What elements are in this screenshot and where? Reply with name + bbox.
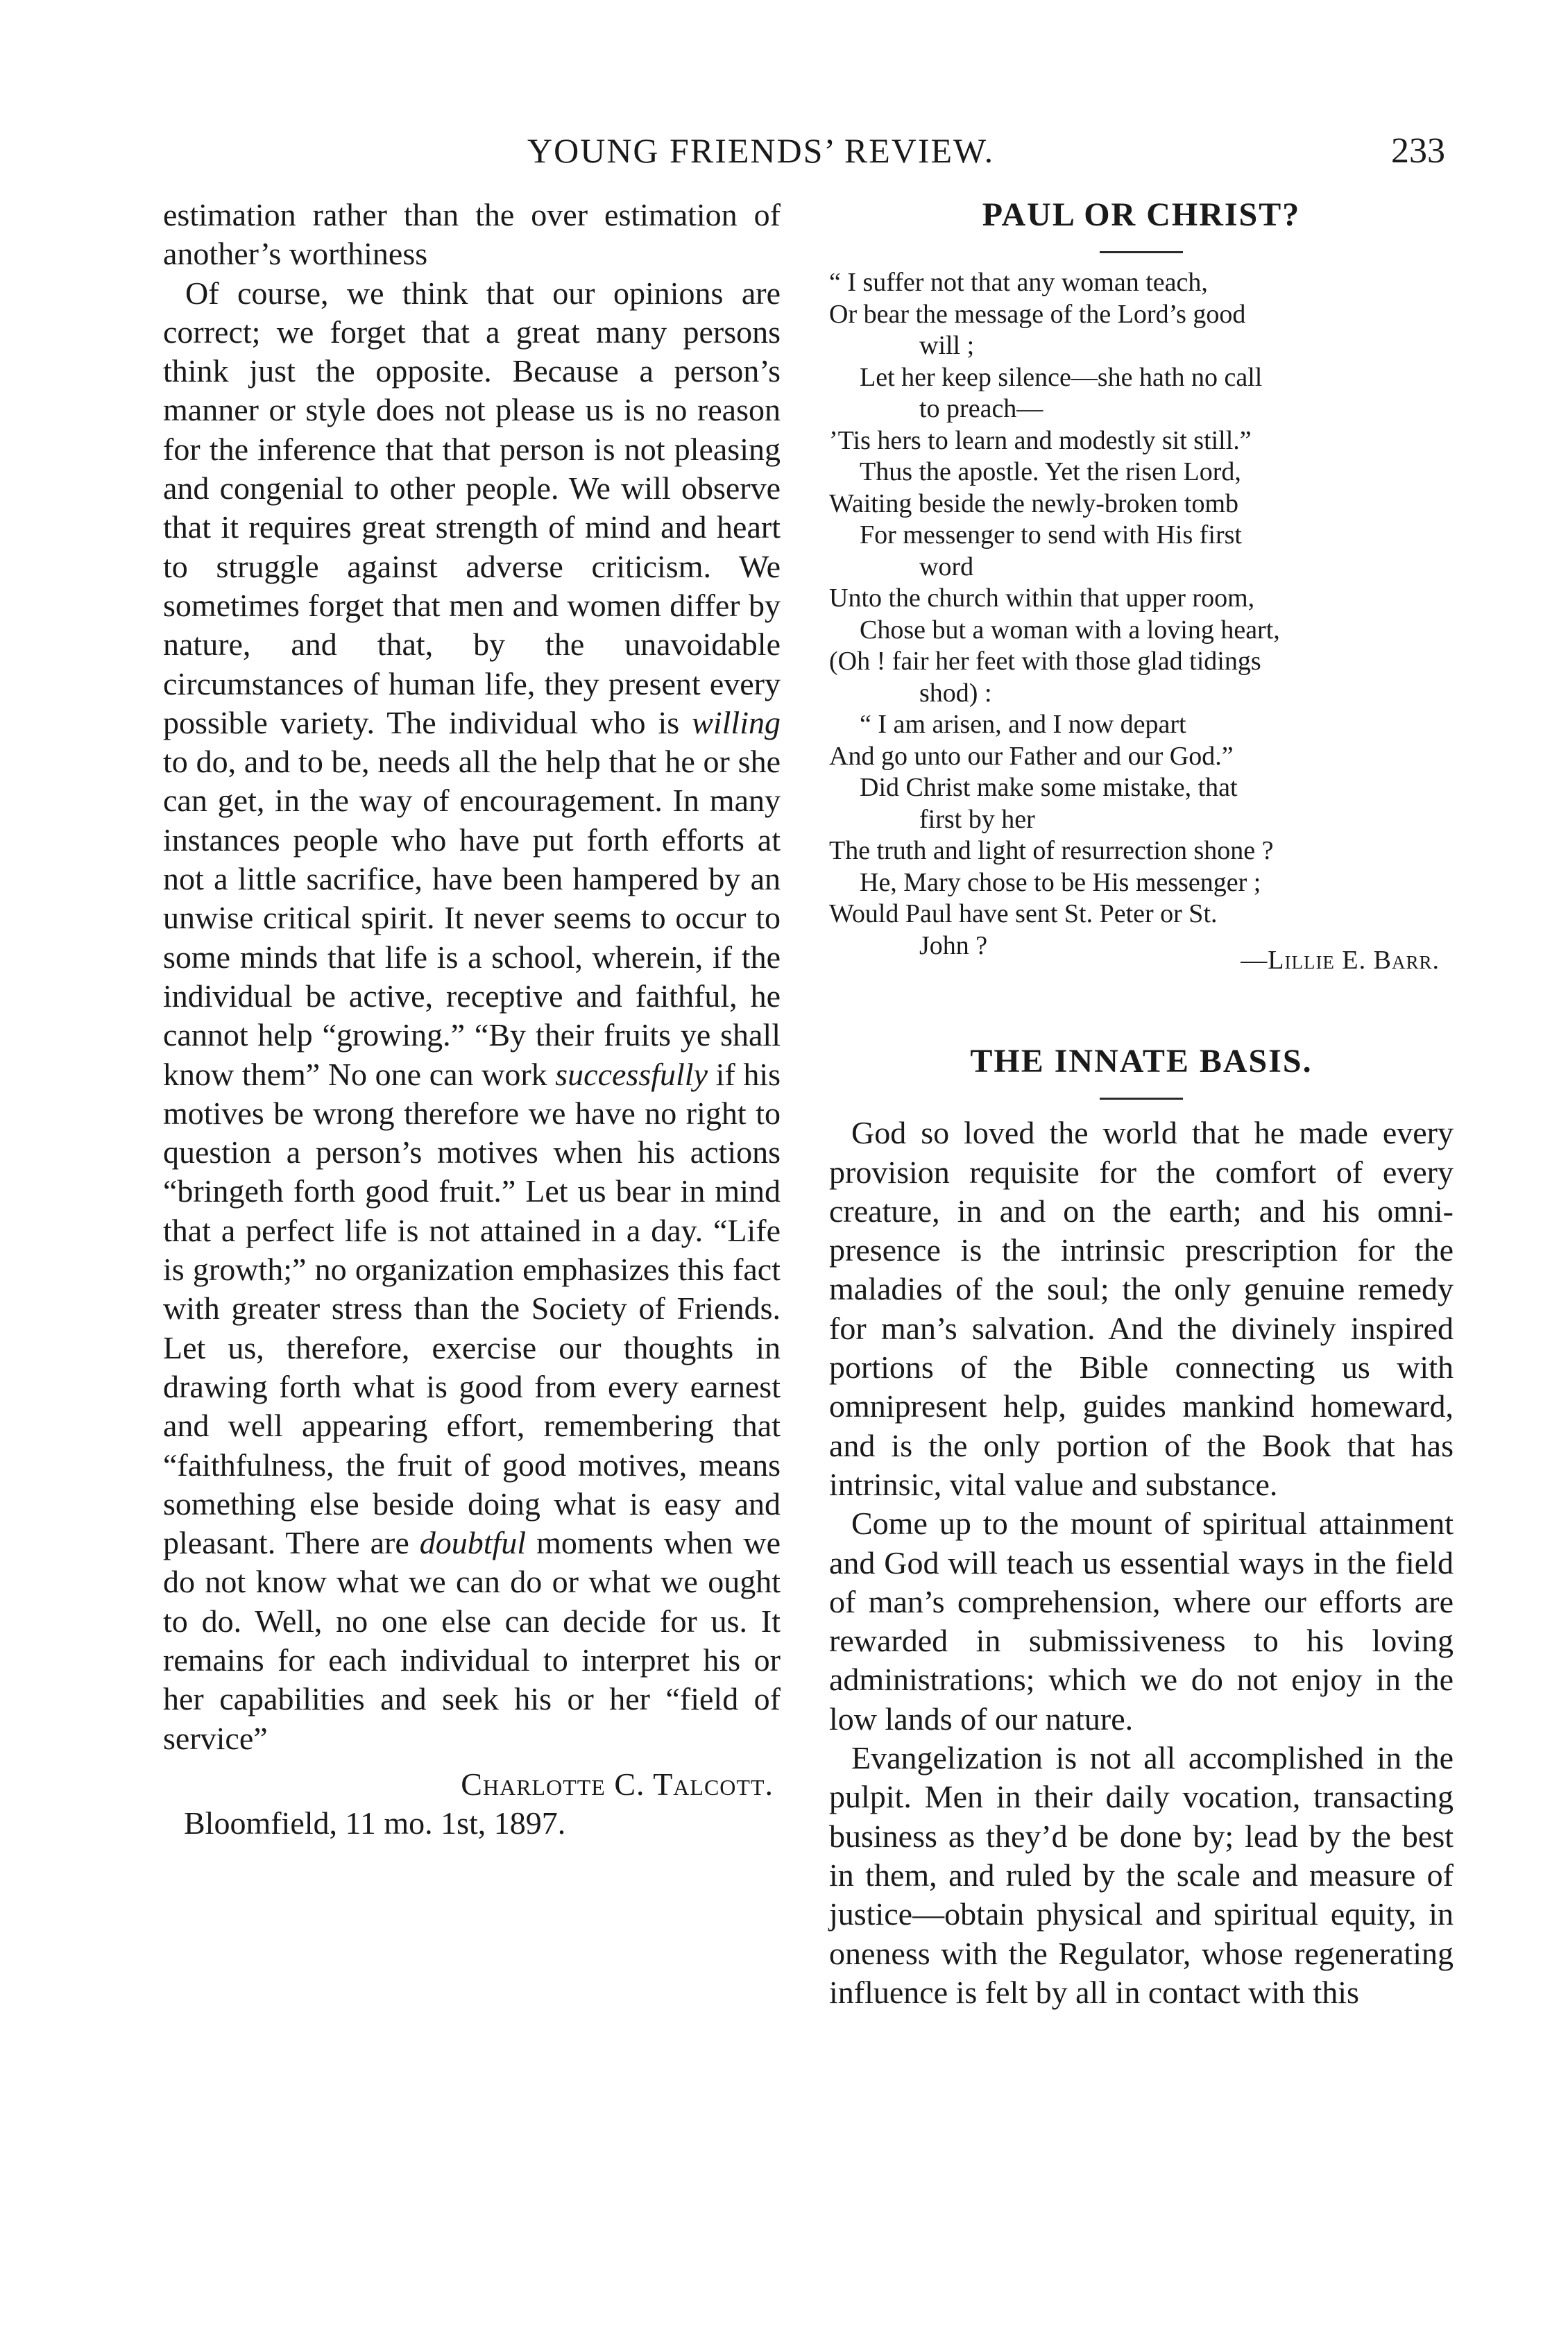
- section-gap: [829, 980, 1454, 1028]
- poem-line: And go unto our Father and our God.”: [829, 741, 1234, 771]
- poem-line: For messenger to send with His first: [860, 520, 1242, 550]
- paragraph-continued: [163, 196, 781, 274]
- poem-line: Or bear the message of the Lord’s good: [829, 299, 1246, 329]
- poem-line: “ I am arisen, and I now depart: [860, 710, 1186, 739]
- poem: [829, 267, 1454, 962]
- paragraph-text: estimation rather than the over estimation of another’s worthiness: [163, 197, 781, 272]
- poem-line: Would Paul have sent St. Peter or St.: [829, 899, 1218, 928]
- emphasis-text: doubtful: [419, 1525, 527, 1561]
- title-rule: [1100, 251, 1183, 253]
- paragraph: Come up to the mount of spiritual attainment and God will teach us essential ways in the field of man’s comprehension, where our efforts are rewarded in submissiveness to his loving administrations; which we do not enjoy in the low lands of our nature.: [829, 1506, 1454, 1737]
- poem-line: “ I suffer not that any woman teach,: [829, 268, 1208, 297]
- poem-line: Waiting beside the newly-broken tomb: [829, 488, 1239, 518]
- page-number: 233: [1391, 131, 1445, 171]
- poem-line: Chose but a woman with a loving heart,: [860, 615, 1280, 645]
- paragraph-text: moments when we do not know what we can do or what we ought to do. Well, no one else can decide for us. It remains for each individual to interpret his or her capabilities and seek his or her “field of service”: [163, 1525, 781, 1756]
- poem-line: Let her keep silence—she hath no call: [860, 362, 1263, 392]
- page-header: [0, 130, 1568, 179]
- dateline: Bloomfield, 11 mo. 1st, 1897.: [184, 1805, 566, 1841]
- right-column: [829, 196, 1454, 2012]
- running-head: YOUNG FRIENDS’ REVIEW.: [527, 131, 995, 170]
- poem-line: John ?: [919, 930, 988, 960]
- paragraph: God so loved the world that he made every provision requisite for the comfort of every creature, in and on the earth; and his omni-presence is the intrinsic prescription for the maladies of the soul; the only genuine remedy for man’s salvation. And the divinely inspired portions of the Bible connecting us with omnipresent help, guides mankind homeward, and is the only portion of the Book that has intrinsic, vital value and substance.: [829, 1115, 1454, 1502]
- poem-credit: —Lillie E. Barr.: [1241, 946, 1440, 975]
- poem-title: PAUL OR CHRIST?: [982, 196, 1301, 233]
- article-title: THE INNATE BASIS.: [970, 1043, 1313, 1080]
- poem-line: Thus the apostle. Yet the risen Lord,: [860, 457, 1241, 486]
- title-rule: [1100, 1098, 1183, 1100]
- poem-line: He, Mary chose to be His messenger ;: [860, 867, 1261, 897]
- poem-line: Unto the church within that upper room,: [829, 584, 1255, 613]
- author-signature: Charlotte C. Talcott.: [461, 1766, 774, 1802]
- poem-line: (Oh ! fair her feet with those glad tidings: [829, 647, 1261, 676]
- paragraph: Evangelization is not all accomplished in the pulpit. Men in their daily vocation, transacting business as they’d be done by; lead by the best in them, and ruled by the scale and measure of justice—obtain physical and spiritual equity, in oneness with the Regulator, whose regenerating influence is felt by all in contact with this: [829, 1740, 1454, 2010]
- paragraph-text: to do, and to be, needs all the help that he or she can get, in the way of encouragement. In many instances people who have put forth efforts at not a little sacrifice, have been hampered by an unwise critical spirit. It never seems to occur to some minds that life is a school, wherein, if the individual be active, receptive and faithful, he cannot help “growing.” “By their fruits ye shall know them” No one can work: [163, 744, 781, 1092]
- poem-line: will ;: [919, 331, 975, 360]
- poem-line: word: [919, 552, 974, 581]
- poem-line: ’Tis hers to learn and modestly sit still.”: [829, 425, 1252, 455]
- poem-line: first by her: [919, 804, 1035, 834]
- poem-line: to preach—: [919, 394, 1043, 423]
- poem-line: Did Christ make some mistake, that: [860, 773, 1238, 802]
- emphasis-text: willing: [692, 704, 781, 740]
- left-column: [163, 196, 781, 1843]
- poem-line: The truth and light of resurrection shone ?: [829, 836, 1274, 865]
- poem-line: shod) :: [919, 678, 992, 708]
- paragraph-text: Of course, we think that our opinions are correct; we forget that a great many persons think just the opposite. Because a person’s manner or style does not please us is no reason for the inference that that person is not pleasing and congenial to other people. We will observe that it requires great strength of mind and heart to struggle against adverse criticism. We sometimes forget that men and women differ by nature, and that, by the unavoidable circumstances of human life, they present every possible variety. The individual who is: [163, 275, 781, 740]
- paragraph-text: if his motives be wrong therefore we have no right to question a person’s motives when his actions “bringeth forth good fruit.” Let us bear in mind that a perfect life is not attained in a day. “Life is growth;” no organization emphasizes this fact with greater stress than the Society of Friends. Let us, therefore, exercise our thoughts in drawing forth what is good from every earnest and well appearing effort, remembering that “faithfulness, the fruit of good motives, means something else beside doing what is easy and pleasant. There are: [163, 1056, 781, 1561]
- emphasis-text: successfully: [555, 1056, 708, 1092]
- paragraph: [163, 274, 781, 1758]
